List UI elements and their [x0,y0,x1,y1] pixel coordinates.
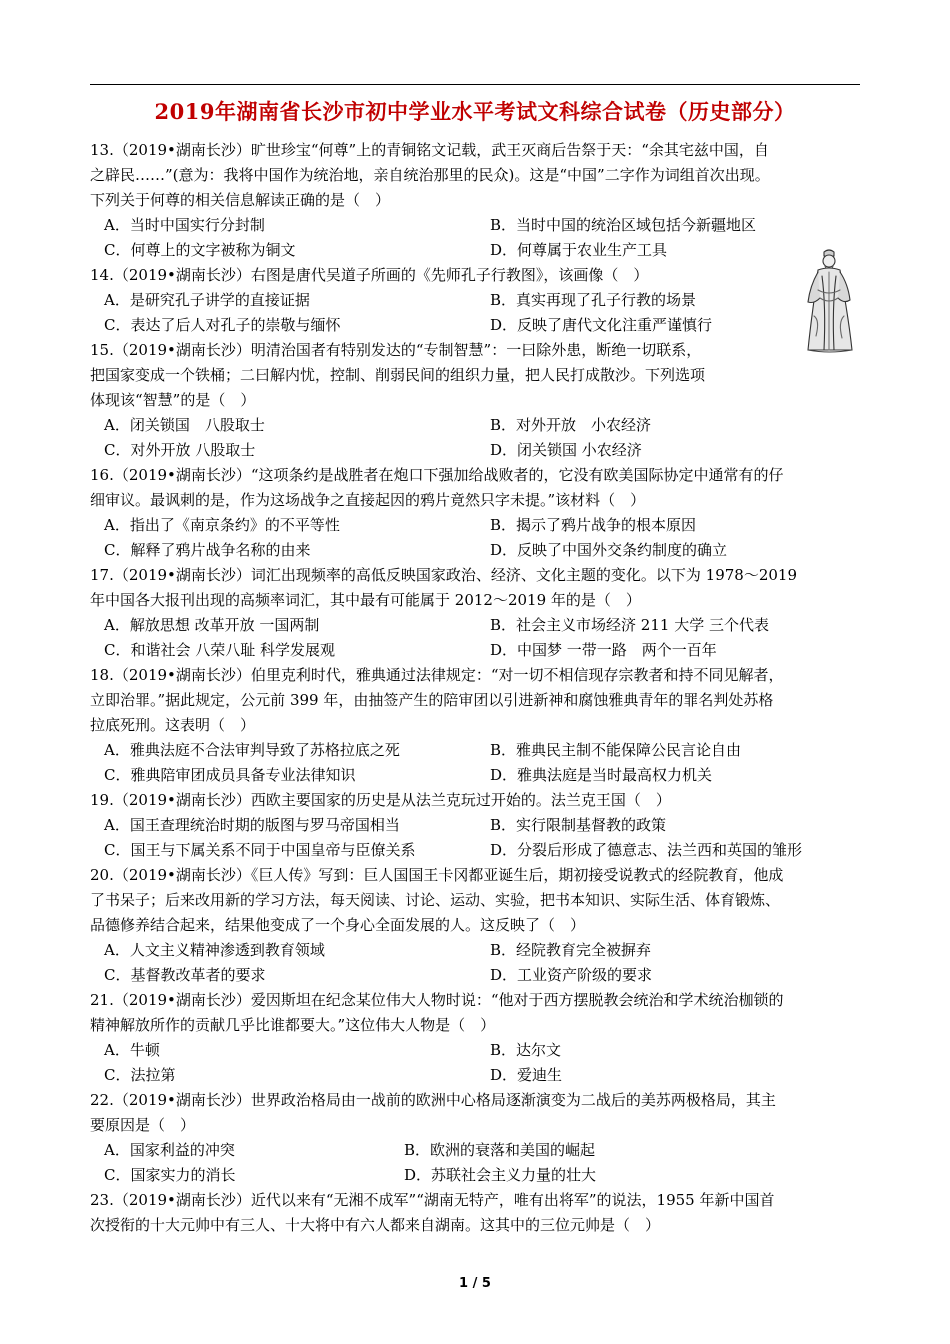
question-19 [90,788,860,863]
option-row [90,938,860,963]
question-text-line: 体现该“智慧”的是（ ） [90,391,256,409]
option-row [90,813,860,838]
option-b: B．经院教育完全被摒弃 [490,941,652,959]
question-text-line: 15.（2019•湖南长沙）明清治国者有特别发达的“专制智慧”：一曰除外患，断绝一切联系， [90,341,702,359]
option-row [90,838,860,863]
question-text-line: 17.（2019•湖南长沙）词汇出现频率的高低反映国家政治、经济、文化主题的变化。以下为 1978～2019 [90,566,797,584]
question-23 [90,1188,860,1238]
option-b: B．实行限制基督教的政策 [490,816,667,834]
question-text-line: 21.（2019•湖南长沙）爱因斯坦在纪念某位伟大人物时说：“他对于西方摆脱教会统治和学术统治枷锁的 [90,991,784,1009]
option-d: D．工业资产阶级的要求 [490,966,653,984]
confucius-portrait-image [796,246,862,356]
question-21 [90,988,860,1088]
question-text-line: 把国家变成一个铁桶；二曰解内忧，控制、削弱民间的组织力量，把人民打成散沙。下列选项 [90,366,706,384]
option-c: C．基督教改革者的要求 [104,966,266,984]
question-text-line: 精神解放所作的贡献几乎比谁都要大。”这位伟大人物是（ ） [90,1016,496,1034]
questions-body [90,138,860,1238]
option-a: A．当时中国实行分封制 [104,216,265,234]
option-row [90,513,860,538]
option-c: C．何尊上的文字被称为铜文 [104,241,296,259]
option-c: C．雅典陪审团成员具备专业法律知识 [104,766,356,784]
option-a: A．牛顿 [104,1041,160,1059]
option-row [90,538,860,563]
option-a: A．国家利益的冲突 [104,1141,235,1159]
option-d: D．中国梦 一带一路 两个一百年 [490,641,717,659]
option-d: D．闭关锁国 小农经济 [490,441,642,459]
question-22 [90,1088,860,1188]
question-text-line: 23.（2019•湖南长沙）近代以来有“无湘不成军”“湖南无特产，唯有出将军”的说法，1955 年新中国首 [90,1191,775,1209]
option-d: D．分裂后形成了德意志、法兰西和英国的雏形 [490,841,803,859]
question-text-line: 次授衔的十大元帅中有三人、十大将中有六人都来自湖南。这其中的三位元帅是（ ） [90,1216,661,1234]
option-c: C．对外开放 八股取士 [104,441,256,459]
option-row [90,1038,860,1063]
option-a: A．国王查理统治时期的版图与罗马帝国相当 [104,816,400,834]
option-row [90,238,860,263]
option-row [90,438,860,463]
option-row [90,1138,860,1163]
question-text-line: 了书呆子；后来改用新的学习方法，每天阅读、讨论、运动、实验，把书本知识、实际生活、体育锻炼、 [90,891,781,909]
question-text-line: 下列关于何尊的相关信息解读正确的是（ ） [90,191,391,209]
option-c: C．法拉第 [104,1066,176,1084]
option-c: C．解释了鸦片战争名称的由来 [104,541,311,559]
option-row [90,763,860,788]
option-a: A．雅典法庭不合法审判导致了苏格拉底之死 [104,741,400,759]
option-d: D．反映了唐代文化注重严谨慎行 [490,316,713,334]
option-c: C．表达了后人对孔子的崇敬与缅怀 [104,316,341,334]
question-text-line: 年中国各大报刊出现的高频率词汇，其中最有可能属于 2012～2019 年的是（ ） [90,591,641,609]
question-text-line: 18.（2019•湖南长沙）伯里克利时代，雅典通过法律规定：“对一切不相信现存宗教者和持不同见解者， [90,666,784,684]
option-b: B．真实再现了孔子行教的场景 [490,291,697,309]
option-b: B．欧洲的衰落和美国的崛起 [404,1141,596,1159]
option-row [90,1063,860,1088]
question-text-line: 立即治罪。”据此规定，公元前 399 年，由抽签产生的陪审团以引进新神和腐蚀雅典青年的罪名判处苏格 [90,691,774,709]
document-title: 2019年湖南省长沙市初中学业水平考试文科综合试卷（历史部分） [154,99,796,124]
question-text-line: 拉底死刑。这表明（ ） [90,716,256,734]
option-d: D．雅典法庭是当时最高权力机关 [490,766,713,784]
question-text-line: 14.（2019•湖南长沙）右图是唐代吴道子所画的《先师孔子行教图》，该画像（ ） [90,266,649,284]
option-a: A．解放思想 改革开放 一国两制 [104,616,320,634]
option-row [90,1163,860,1188]
header-rule [90,84,860,85]
question-15 [90,338,860,463]
option-b: B．社会主义市场经济 211 大学 三个代表 [490,616,769,634]
question-text-line: 20.（2019•湖南长沙）《巨人传》写到：巨人国国王卡冈都亚诞生后，期初接受说教式的经院教育，他成 [90,866,784,884]
option-row [90,413,860,438]
option-b: B．揭示了鸦片战争的根本原因 [490,516,697,534]
option-c: C．国王与下属关系不同于中国皇帝与臣僚关系 [104,841,416,859]
question-text-line: 13.（2019•湖南长沙）旷世珍宝“何尊”上的青铜铭文记载，武王灭商后告祭于天：“余其宅兹中国，自 [90,141,769,159]
question-text-line: 细审议。最讽刺的是，作为这场战争之直接起因的鸦片竟然只字未提。”该材料（ ） [90,491,646,509]
option-b: B．当时中国的统治区域包括今新疆地区 [490,216,757,234]
option-d: D．苏联社会主义力量的壮大 [404,1166,597,1184]
option-d: D．何尊属于农业生产工具 [490,241,668,259]
question-20 [90,863,860,988]
option-row [90,963,860,988]
option-a: A．闭关锁国 八股取士 [104,416,265,434]
question-text-line: 16.（2019•湖南长沙）“这项条约是战胜者在炮口下强加给战败者的，它没有欧美国际协定中通常有的仔 [90,466,784,484]
option-d: D．爱迪生 [490,1066,563,1084]
question-14 [90,263,860,338]
option-b: B．达尔文 [490,1041,562,1059]
option-a: A．指出了《南京条约》的不平等性 [104,516,340,534]
option-b: B．对外开放 小农经济 [490,416,652,434]
option-row [90,613,860,638]
option-d: D．反映了中国外交条约制度的确立 [490,541,728,559]
option-b: B．雅典民主制不能保障公民言论自由 [490,741,742,759]
option-row [90,213,860,238]
question-17 [90,563,860,663]
page-number: 1 / 5 [459,1276,491,1291]
question-text-line: 要原因是（ ） [90,1116,196,1134]
question-text-line: 19.（2019•湖南长沙）西欧主要国家的历史是从法兰克玩过开始的。法兰克王国（ ） [90,791,671,809]
question-16 [90,463,860,563]
question-18 [90,663,860,788]
question-text-line: 品德修养结合起来，结果他变成了一个身心全面发展的人。这反映了（ ） [90,916,586,934]
option-row [90,313,860,338]
option-row [90,638,860,663]
option-row [90,738,860,763]
question-text-line: 22.（2019•湖南长沙）世界政治格局由一战前的欧洲中心格局逐渐演变为二战后的美苏两极格局，其主 [90,1091,776,1109]
question-13 [90,138,860,263]
option-a: A．人文主义精神渗透到教育领域 [104,941,325,959]
option-c: C．和谐社会 八荣八耻 科学发展观 [104,641,336,659]
option-a: A．是研究孔子讲学的直接证据 [104,291,310,309]
option-c: C．国家实力的消长 [104,1166,236,1184]
question-text-line: 之辟民……”(意为：我将中国作为统治地，亲自统治那里的民众)。这是“中国”二字作为词组首次出现。 [90,166,770,184]
option-row [90,288,860,313]
